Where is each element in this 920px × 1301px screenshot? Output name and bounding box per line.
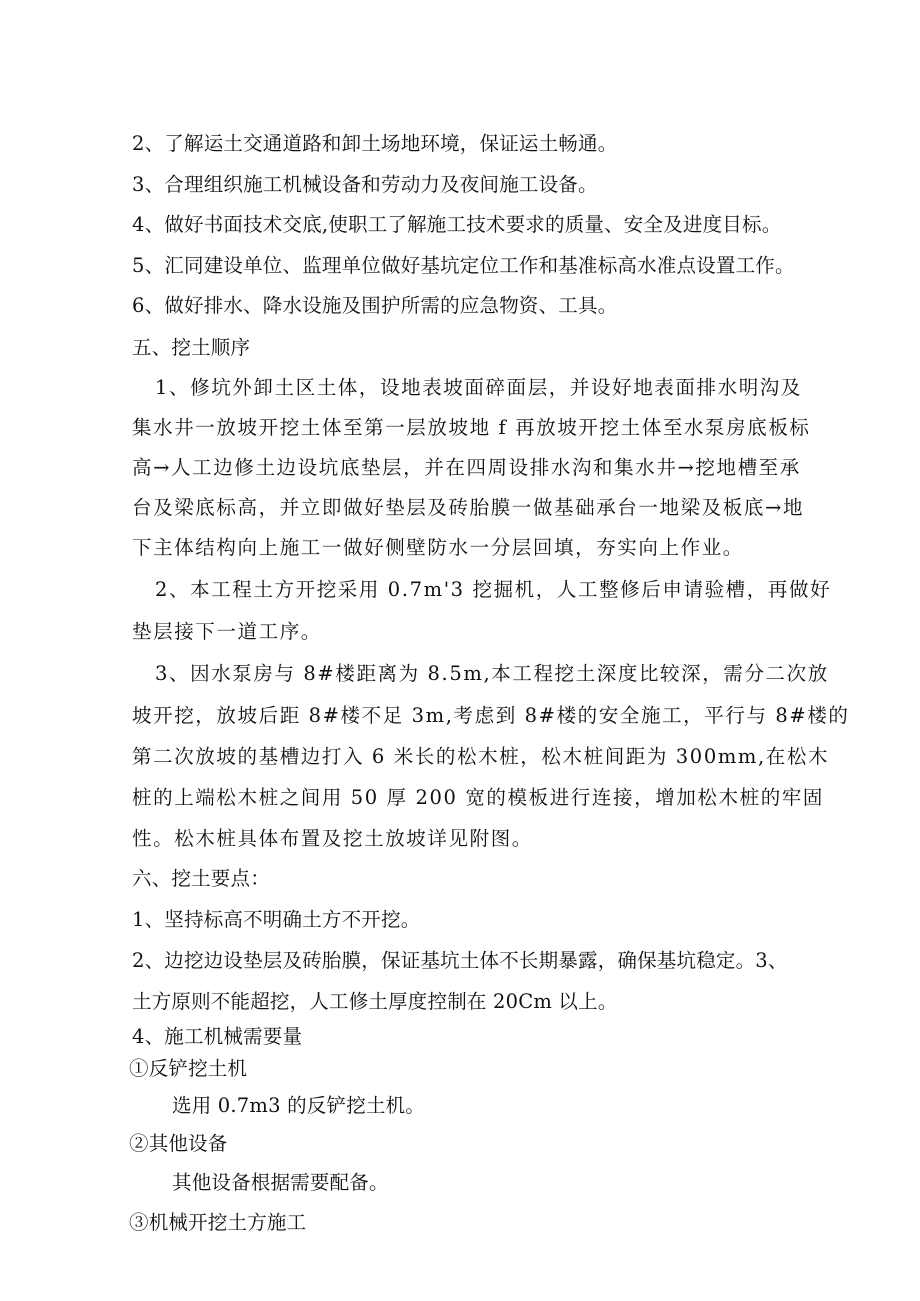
equipment-other-text: 其他设备根据需要配备。 [172, 1171, 389, 1194]
order-paragraph-1-line-1: 1、修坑外卸土区土体，设地表坡面碎面层，并设好地表面排水明沟及 [155, 376, 803, 399]
equipment-mechanical-heading: ③机械开挖土方施工 [129, 1211, 307, 1234]
section-heading-excavation-order: 五、挖土顺序 [132, 336, 251, 359]
order-paragraph-3-line-5: 性。松木桩具体布置及挖土放坡详见附图。 [132, 827, 533, 850]
key-point-4-heading: 4、施工机械需要量 [132, 1025, 303, 1048]
order-paragraph-1-line-5: 下主体结构向上施工一做好侧壁防水一分层回填，夯实向上作业。 [132, 536, 744, 559]
order-paragraph-3-line-4: 桩的上端松木桩之间用 50 厚 200 宽的模板进行连接，增加松木桩的牢固 [132, 786, 825, 809]
order-paragraph-1-line-3: 高→人工边修土边设坑底垫层，并在四周设排水沟和集水井→挖地槽至承 [132, 456, 801, 479]
equipment-excavator-heading: ①反铲挖土机 [129, 1057, 248, 1080]
key-point-3: 土方原则不能超挖，人工修土厚度控制在 20Cm 以上。 [132, 990, 618, 1013]
order-paragraph-1-line-4: 台及梁底标高，并立即做好垫层及砖胎膜一做基础承台一地梁及板底→地 [132, 496, 805, 519]
order-paragraph-1-line-2: 集水井一放坡开挖土体至第一层放坡地 f 再放坡开挖土体至水泵房底板标 [132, 416, 811, 439]
prep-item-6: 6、做好排水、降水设施及围护所需的应急物资、工具。 [132, 294, 618, 317]
order-paragraph-3-line-1: 3、因水泵房与 8#楼距离为 8.5m,本工程挖土深度比较深，需分二次放 [155, 662, 829, 685]
prep-item-3: 3、合理组织施工机械设备和劳动力及夜间施工设备。 [132, 173, 598, 196]
order-paragraph-2-line-2: 垫层接下一道工序。 [132, 620, 322, 643]
key-point-2: 2、边挖边设垫层及砖胎膜，保证基坑土体不长期暴露，确保基坑稳定。3、 [132, 949, 788, 972]
section-heading-key-points: 六、挖土要点： [132, 867, 270, 890]
equipment-other-heading: ②其他设备 [129, 1132, 228, 1155]
key-point-1: 1、坚持标高不明确土方不开挖。 [132, 908, 421, 931]
order-paragraph-3-line-3: 第二次放坡的基槽边打入 6 米长的松木桩，松木桩间距为 300mm,在松木 [132, 745, 830, 768]
prep-item-2: 2、了解运土交通道路和卸土场地环境，保证运土畅通。 [132, 132, 618, 155]
equipment-excavator-text: 选用 0.7m3 的反铲挖土机。 [172, 1094, 426, 1117]
order-paragraph-2-line-1: 2、本工程土方开挖采用 0.7m'3 挖掘机，人工整修后申请验槽，再做好 [155, 578, 832, 601]
prep-item-5: 5、汇同建设单位、监理单位做好基坑定位工作和基准标高水准点设置工作。 [132, 254, 795, 277]
prep-item-4: 4、做好书面技术交底,使职工了解施工技术要求的质量、安全及进度目标。 [132, 213, 782, 236]
order-paragraph-3-line-2: 坡开挖，放坡后距 8#楼不足 3m,考虑到 8#楼的安全施工，平行与 8#楼的 [132, 704, 850, 727]
